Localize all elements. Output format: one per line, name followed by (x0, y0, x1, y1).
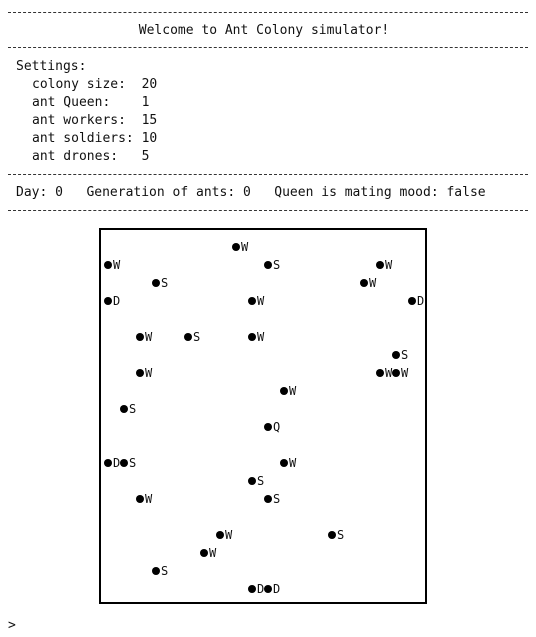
ant-dot-icon (392, 369, 400, 377)
ant-type-label: W (225, 528, 233, 542)
ant-marker (264, 580, 280, 598)
ant-dot-icon (248, 333, 256, 341)
setting-ant-queen: ant Queen: 1 (32, 95, 150, 110)
ant-dot-icon (120, 459, 128, 467)
ant-type-label: W (289, 384, 297, 398)
command-prompt[interactable]: > (8, 618, 16, 633)
ant-dot-icon (360, 279, 368, 287)
ant-dot-icon (184, 333, 192, 341)
ant-marker (136, 364, 152, 382)
ant-marker (376, 256, 392, 274)
ant-type-label: W (385, 258, 393, 272)
status-rule (8, 210, 528, 211)
ant-type-label: D (113, 456, 121, 470)
ant-marker (392, 364, 408, 382)
ant-dot-icon (136, 369, 144, 377)
ant-marker (104, 256, 120, 274)
ant-type-label: D (257, 582, 265, 596)
ant-dot-icon (248, 297, 256, 305)
ant-dot-icon (408, 297, 416, 305)
ant-dot-icon (104, 297, 112, 305)
ant-marker (328, 526, 344, 544)
ant-dot-icon (152, 567, 160, 575)
ant-dot-icon (104, 459, 112, 467)
ant-marker (104, 292, 120, 310)
ant-marker (360, 274, 376, 292)
ant-dot-icon (152, 279, 160, 287)
ant-marker (280, 454, 296, 472)
ant-marker (248, 292, 264, 310)
ant-marker (248, 328, 264, 346)
ant-marker (152, 562, 168, 580)
top-rule (8, 12, 528, 13)
ant-dot-icon (216, 531, 224, 539)
status-line: Day: 0 Generation of ants: 0 Queen is mating mood: false (16, 185, 486, 200)
ant-type-label: W (401, 366, 409, 380)
ant-type-label: W (257, 294, 265, 308)
page-title: Welcome to Ant Colony simulator! (138, 23, 390, 38)
setting-colony-size: colony size: 20 (32, 77, 158, 92)
ant-marker (248, 472, 264, 490)
ant-type-label: W (145, 366, 153, 380)
setting-ant-drones: ant drones: 5 (32, 149, 150, 164)
ant-dot-icon (264, 495, 272, 503)
ant-type-label: D (417, 294, 425, 308)
ant-type-label: W (289, 456, 297, 470)
ant-type-label: W (385, 366, 393, 380)
ant-dot-icon (328, 531, 336, 539)
ant-marker (392, 346, 408, 364)
ant-dot-icon (376, 261, 384, 269)
ant-marker (184, 328, 200, 346)
ant-type-label: S (257, 474, 265, 488)
ant-type-label: W (145, 330, 153, 344)
ant-type-label: W (145, 492, 153, 506)
ant-marker (264, 418, 280, 436)
ant-dot-icon (120, 405, 128, 413)
ant-type-label: S (161, 276, 169, 290)
settings-header: Settings: (16, 59, 87, 74)
ant-dot-icon (232, 243, 240, 251)
ant-marker (264, 256, 280, 274)
ant-marker (408, 292, 424, 310)
ant-type-label: W (113, 258, 121, 272)
ant-marker (136, 490, 152, 508)
ant-marker (120, 400, 136, 418)
ant-dot-icon (200, 549, 208, 557)
ant-marker (376, 364, 392, 382)
colony-board (99, 228, 427, 604)
ant-type-label: S (273, 258, 281, 272)
ant-type-label: D (273, 582, 281, 596)
setting-ant-soldiers: ant soldiers: 10 (32, 131, 158, 146)
ant-marker (136, 328, 152, 346)
ant-dot-icon (104, 261, 112, 269)
ant-marker (248, 580, 264, 598)
ant-dot-icon (248, 585, 256, 593)
ant-type-label: W (257, 330, 265, 344)
ant-type-label: Q (273, 420, 281, 434)
ant-type-label: W (369, 276, 377, 290)
ant-dot-icon (264, 423, 272, 431)
ant-dot-icon (136, 333, 144, 341)
ant-type-label: S (193, 330, 201, 344)
setting-ant-workers: ant workers: 15 (32, 113, 158, 128)
ant-dot-icon (248, 477, 256, 485)
ant-dot-icon (136, 495, 144, 503)
ant-marker (120, 454, 136, 472)
ant-marker (232, 238, 248, 256)
ant-dot-icon (264, 585, 272, 593)
ant-dot-icon (280, 459, 288, 467)
ant-type-label: W (241, 240, 249, 254)
ant-marker (152, 274, 168, 292)
ant-marker (216, 526, 232, 544)
ant-dot-icon (376, 369, 384, 377)
ant-type-label: S (161, 564, 169, 578)
ant-type-label: W (209, 546, 217, 560)
settings-rule (8, 174, 528, 175)
ant-type-label: S (129, 456, 137, 470)
ant-dot-icon (392, 351, 400, 359)
title-rule (8, 47, 528, 48)
ant-type-label: S (337, 528, 345, 542)
ant-marker (200, 544, 216, 562)
ant-dot-icon (280, 387, 288, 395)
ant-marker (280, 382, 296, 400)
ant-marker (264, 490, 280, 508)
ant-type-label: S (273, 492, 281, 506)
ant-type-label: S (401, 348, 409, 362)
ant-marker (104, 454, 120, 472)
ant-type-label: D (113, 294, 121, 308)
ant-dot-icon (264, 261, 272, 269)
ant-type-label: S (129, 402, 137, 416)
